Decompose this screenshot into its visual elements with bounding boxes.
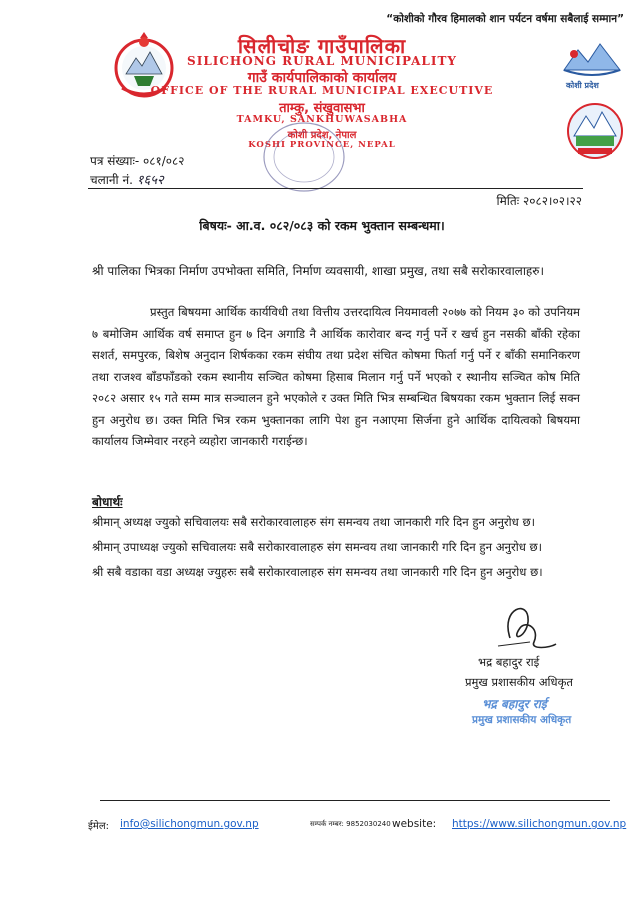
municipality-name-np: सिलीचोङ गाउँपालिका [237,34,407,58]
letter-date [496,192,582,209]
top-divider [88,188,583,189]
addressee: श्री पालिका भित्रका निर्माण उपभोक्ता समिति, निर्माण व्यवसायी, शाखा प्रमुख, तथा सबै सरोकारवालाहरु। [92,264,545,278]
date-value: २०८२।०२।२२ [522,194,582,208]
letter-number [90,152,185,169]
phone-contact [310,820,391,829]
province-np: कोशी प्रदेश, नेपाल [287,130,357,141]
koshi-logo-text: कोशी प्रदेश [566,81,599,90]
date-label: मितिः [496,194,520,208]
letter-number-label: पत्र संख्याः- [90,154,140,168]
dispatch-number [90,170,164,188]
phone-number: 9852030240 [346,820,391,828]
website-label: website: [392,818,437,830]
website-link[interactable]: https://www.silichongmun.gov.np [452,818,627,830]
copy-to-item: श्री सबै वडाका वडा अध्यक्ष ज्युहरुः सबै सरोकारवालाहरु संग समन्वय तथा जानकारी गरि दिन हुन अनुरोध छ। [92,565,543,579]
place-np: ताम्कु, संखुवासभा [279,101,365,116]
phone-label: सम्पर्क नम्बर: [310,820,344,828]
letter-subject: बिषयः- आ.व. ०८२/०८३ को रकम भुक्तान सम्बन्धमा। [199,218,445,233]
letter-number-value: ०८१/०८२ [143,154,185,168]
letter-body: प्रस्तुत बिषयमा आर्थिक कार्यविधी तथा वित्तीय उत्तरदायित्व नियमावली २०७७ को नियम ३० को उपनियम ७ बमोजिम आर्थिक वर्ष समाप्त हुन ७ दिन अगाडि नै आर्थिक कारोवार बन्द गर्नु पर्ने र खर्च हुन नसकी बाँकी रहेका सशर्त, समपुरक, बिशेष अनुदान शिर्षकका रकम संघीय तथा प्रदेश संचित कोषमा फिर्ता गर्नु पर्ने र बाँकी समानिकरण तथा राजश्व बाँडफाँडको रकम स्थानीय सञ्चित कोषमा हिसाब मिलान गर्नु पर्ने भएको र स्थानीय सञ्चित कोष मिति २०८२ असार १५ गते सम्म मात्र सञ्चालन हुने भएकोले र उक्त मिति भित्र सम्बन्धित बिषयका रकम भुक्तान लिई सक्न हुन अनुरोध छ। उक्त मिति भित्र रकम भुक्तानका लागि पेश हुन नआएमा सिर्जना हुने आर्थिक दायित्वको बिषयमा कार्यालय जिम्मेवार नरहने व्यहोरा जानकारी गराईन्छ। [92,305,580,448]
copy-to-title: बोधार्थः [92,495,123,509]
office-name-np: गाउँ कार्यपालिकाको कार्यालय [247,70,397,86]
seal-name: भद्र बहादुर राई [482,697,547,711]
copy-to-item: श्रीमान् उपाध्यक्ष ज्युको सचिवालयः सबै सरोकारवालाहरु संग समन्वय तथा जानकारी गरि दिन हुन अनुरोध छ। [92,540,543,554]
place-en: TAMKU, SANKHUWASABHA [236,114,408,125]
header-slogan: “कोशीको गौरव हिमालको शान पर्यटन वर्षमा सबैलाई सम्मान” [386,13,624,25]
province-en: KOSHI PROVINCE, NEPAL [248,140,396,150]
dispatch-number-value: १६५२ [136,173,164,188]
office-stamp-icon [258,118,350,196]
email-label: ईमेल: [88,821,110,832]
dispatch-number-label: चलानी नं. [90,173,133,187]
copy-to-item: श्रीमान् अध्यक्ष ज्युको सचिवालयः सबै सरोकारवालाहरु संग समन्वय तथा जानकारी गरि दिन हुन अनुरोध छ। [92,515,535,529]
seal-title: प्रमुख प्रशासकीय अधिकृत [472,714,572,726]
email-link[interactable]: info@silichongmun.gov.np [120,818,259,830]
office-name-en: OFFICE OF THE RURAL MUNICIPAL EXECUTIVE [150,84,494,97]
signature-icon [490,598,560,654]
signatory-title: प्रमुख प्रशासकीय अधिकृत [465,675,573,689]
signatory-name: भद्र बहादुर राई [478,655,540,669]
footer-divider [100,800,610,801]
municipality-name-en: SILICHONG RURAL MUNICIPALITY [187,54,457,68]
